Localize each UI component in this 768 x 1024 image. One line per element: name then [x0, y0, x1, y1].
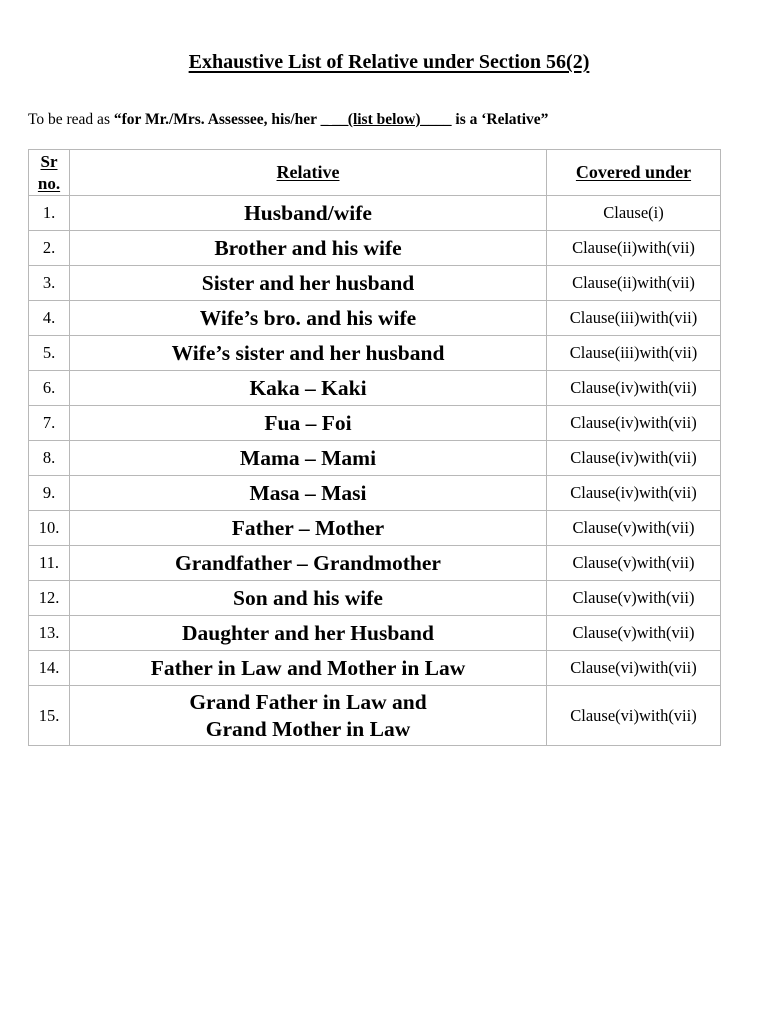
row-sr: 5.	[29, 336, 70, 371]
table-row	[29, 301, 721, 336]
row-relative: Fua – Foi	[70, 406, 547, 441]
table-row	[29, 266, 721, 301]
row-sr: 6.	[29, 371, 70, 406]
row-sr: 14.	[29, 651, 70, 686]
table-row	[29, 511, 721, 546]
table-row	[29, 196, 721, 231]
relatives-table	[28, 149, 721, 746]
row-clause: Clause(ii)with(vii)	[547, 266, 721, 301]
row-relative: Masa – Masi	[70, 476, 547, 511]
table-row	[29, 546, 721, 581]
row-relative: Grandfather – Grandmother	[70, 546, 547, 581]
table-row	[29, 651, 721, 686]
row-clause: Clause(iv)with(vii)	[547, 476, 721, 511]
header-sr-line1: Sr	[40, 151, 58, 171]
row-relative: Wife’s bro. and his wife	[70, 301, 547, 336]
row-sr: 13.	[29, 616, 70, 651]
row-sr: 10.	[29, 511, 70, 546]
row-clause: Clause(v)with(vii)	[547, 616, 721, 651]
row-clause: Clause(ii)with(vii)	[547, 231, 721, 266]
row-relative-line1: Grand Father in Law and	[189, 689, 427, 714]
row-relative: Mama – Mami	[70, 441, 547, 476]
header-covered-under	[547, 150, 721, 196]
row-relative: Wife’s sister and her husband	[70, 336, 547, 371]
row-relative: Husband/wife	[70, 196, 547, 231]
intro-line	[28, 111, 548, 129]
table-row	[29, 231, 721, 266]
row-relative: Sister and her husband	[70, 266, 547, 301]
table-row	[29, 616, 721, 651]
table-row	[29, 406, 721, 441]
row-clause: Clause(iv)with(vii)	[547, 441, 721, 476]
intro-underlined: _ __(list below)____	[320, 111, 452, 128]
row-clause: Clause(v)with(vii)	[547, 581, 721, 616]
row-relative: Father in Law and Mother in Law	[70, 651, 547, 686]
row-sr: 8.	[29, 441, 70, 476]
header-sr-no	[29, 150, 70, 196]
row-relative: Daughter and her Husband	[70, 616, 547, 651]
row-clause: Clause(i)	[547, 196, 721, 231]
row-clause: Clause(iv)with(vii)	[547, 371, 721, 406]
row-relative	[70, 686, 547, 746]
row-clause: Clause(v)with(vii)	[547, 511, 721, 546]
intro-prefix: To be read as	[28, 111, 114, 128]
row-sr: 3.	[29, 266, 70, 301]
table-row	[29, 581, 721, 616]
row-clause: Clause(v)with(vii)	[547, 546, 721, 581]
document-title: Exhaustive List of Relative under Section 56(2)	[188, 51, 590, 73]
row-sr: 9.	[29, 476, 70, 511]
row-sr: 7.	[29, 406, 70, 441]
table-row	[29, 476, 721, 511]
row-clause: Clause(iii)with(vii)	[547, 336, 721, 371]
row-sr: 1.	[29, 196, 70, 231]
row-sr: 4.	[29, 301, 70, 336]
table-row	[29, 441, 721, 476]
header-relative	[70, 150, 547, 196]
row-clause: Clause(vi)with(vii)	[547, 686, 721, 746]
row-relative-line2: Grand Mother in Law	[205, 716, 411, 741]
row-sr: 11.	[29, 546, 70, 581]
intro-bold: “for Mr./Mrs. Assessee, his/her	[113, 111, 321, 128]
row-sr: 12.	[29, 581, 70, 616]
table-row	[29, 686, 721, 746]
row-clause: Clause(vi)with(vii)	[547, 651, 721, 686]
table-row	[29, 371, 721, 406]
row-clause: Clause(iv)with(vii)	[547, 406, 721, 441]
intro-suffix: is a ‘Relative”	[451, 111, 549, 128]
header-sr-line2: no.	[37, 173, 61, 193]
row-relative: Kaka – Kaki	[70, 371, 547, 406]
row-clause: Clause(iii)with(vii)	[547, 301, 721, 336]
table-row	[29, 336, 721, 371]
row-relative: Brother and his wife	[70, 231, 547, 266]
table-header-row	[29, 150, 721, 196]
row-sr: 15.	[29, 686, 70, 746]
row-sr: 2.	[29, 231, 70, 266]
row-relative: Son and his wife	[70, 581, 547, 616]
row-relative: Father – Mother	[70, 511, 547, 546]
header-relative-label: Relative	[276, 162, 340, 182]
header-covered-label: Covered under	[575, 162, 692, 182]
